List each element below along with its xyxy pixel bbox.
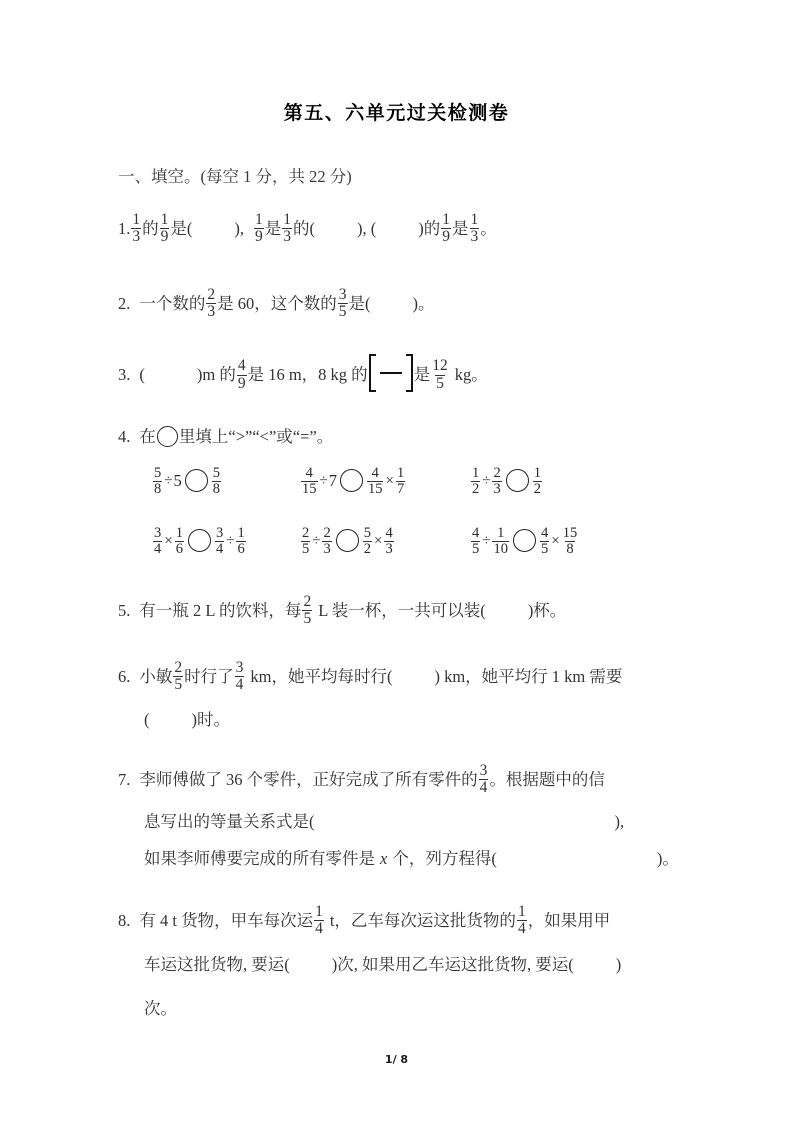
fraction-5-8: $\frac{5}{8}$ bbox=[212, 465, 220, 498]
fraction-1-2: $\frac{1}{2}$ bbox=[533, 465, 541, 498]
fraction-12-5: $\frac{12}{5}$ bbox=[432, 357, 448, 392]
fraction-3-4: $\frac{3}{4}$ bbox=[215, 525, 224, 558]
operator-symbol: ÷ bbox=[482, 533, 491, 550]
operator-symbol: ÷ bbox=[164, 473, 173, 490]
number-text: 7 bbox=[328, 471, 337, 491]
fraction-4-15: $\frac{4}{15}$ bbox=[302, 465, 317, 498]
operator-symbol: ÷ bbox=[319, 473, 328, 490]
comparison-circle[interactable] bbox=[340, 469, 363, 492]
comparison-expression bbox=[152, 466, 222, 497]
question-6-text-5: ( bbox=[144, 710, 150, 729]
question-1-text-6: ), ( bbox=[357, 218, 377, 238]
question-2-text-2: 是 60，这个数的 bbox=[217, 293, 337, 313]
question-2 bbox=[118, 287, 435, 321]
question-6-text-3: km，她平均每时行( bbox=[250, 666, 393, 686]
fraction-1-6: $\frac{1}{6}$ bbox=[175, 525, 183, 558]
question-8-line-2 bbox=[144, 957, 621, 974]
fraction-1-10: $\frac{1}{10}$ bbox=[493, 525, 508, 558]
question-1-text-8: 是 bbox=[452, 218, 469, 238]
number-text: 5 bbox=[173, 471, 182, 491]
comparison-circle-prompt[interactable] bbox=[157, 426, 178, 447]
question-7-text-1: 李师傅做了 36 个零件，正好完成了所有零件的 bbox=[139, 769, 478, 789]
question-8-number: 8. bbox=[118, 910, 131, 930]
fraction-2-5: $\frac{2}{5}$ bbox=[302, 525, 310, 558]
question-3 bbox=[118, 356, 488, 394]
fraction-2-3: $\frac{2}{3}$ bbox=[323, 525, 331, 558]
fraction-3-5: $\frac{3}{5}$ bbox=[338, 286, 347, 321]
question-1-text-9: 。 bbox=[480, 218, 497, 238]
fraction-5-8: $\frac{5}{8}$ bbox=[154, 465, 162, 498]
fraction-4-9: $\frac{4}{9}$ bbox=[237, 357, 246, 392]
question-5 bbox=[118, 594, 566, 628]
question-6-line-2 bbox=[144, 712, 230, 729]
question-3-text-2: )m 的 bbox=[196, 364, 236, 384]
question-8-text-4: 车运这批货物, 要运( bbox=[144, 955, 290, 974]
comparison-circle[interactable] bbox=[188, 529, 211, 552]
question-8 bbox=[118, 904, 610, 938]
question-3-text-3: 是 16 m，8 kg 的 bbox=[247, 364, 368, 384]
question-5-text-1: 有一瓶 2 L 的饮料，每 bbox=[139, 600, 302, 620]
question-8-line-3 bbox=[144, 1001, 177, 1018]
question-6-text-2: 时行了 bbox=[184, 666, 234, 686]
comparison-circle[interactable] bbox=[513, 529, 536, 552]
question-8-text-1: 有 4 t 货物，甲车每次运 bbox=[139, 910, 314, 930]
question-5-number: 5. bbox=[118, 600, 131, 620]
fraction-1-4-b: $\frac{1}{4}$ bbox=[517, 903, 526, 938]
question-7-text-5: 如果李师傅要完成的所有零件是 bbox=[144, 849, 375, 868]
question-7-number: 7. bbox=[118, 769, 131, 789]
question-3-number: 3. bbox=[118, 364, 131, 384]
comparison-expression bbox=[152, 526, 247, 557]
comparison-expression bbox=[470, 526, 579, 557]
question-1-text-2: 是( bbox=[170, 218, 193, 238]
fraction-2-5-b: $\frac{2}{5}$ bbox=[174, 659, 183, 694]
fraction-4-5: $\frac{4}{5}$ bbox=[540, 525, 549, 558]
question-6-number: 6. bbox=[118, 666, 131, 686]
question-2-text-1: 一个数的 bbox=[139, 293, 206, 313]
fraction-2-5: $\frac{2}{5}$ bbox=[303, 593, 312, 628]
question-8-text-5: )次, 如果用乙车运这批货物, 要运( bbox=[331, 955, 574, 974]
fraction-1-6: $\frac{1}{6}$ bbox=[237, 525, 245, 558]
operator-symbol: × bbox=[385, 473, 394, 490]
question-7-line-2 bbox=[144, 814, 624, 831]
section-heading-fill-in-blank: 一、填空。(每空 1 分，共 22 分) bbox=[118, 167, 352, 186]
fraction-1-3: $\frac{1}{3}$ bbox=[132, 211, 141, 246]
question-7-text-4: ), bbox=[614, 812, 625, 831]
question-2-number: 2. bbox=[118, 293, 131, 313]
question-6-text-6: )时。 bbox=[191, 710, 230, 729]
question-3-text-5: kg。 bbox=[454, 364, 488, 384]
question-1-text-1: 的 bbox=[142, 218, 159, 238]
fraction-1-9: $\frac{1}{9}$ bbox=[160, 211, 169, 246]
answer-blank-fraction-box-q3[interactable] bbox=[369, 354, 413, 392]
fraction-4-5: $\frac{4}{5}$ bbox=[472, 525, 480, 558]
question-4 bbox=[118, 427, 333, 448]
question-7 bbox=[118, 763, 605, 797]
comparison-expression bbox=[470, 466, 543, 497]
question-7-line-3 bbox=[144, 851, 679, 868]
fraction-1-2: $\frac{1}{2}$ bbox=[472, 465, 480, 498]
question-4-text-1: 在 bbox=[139, 427, 156, 447]
question-1-text-3: ), bbox=[234, 218, 244, 238]
question-1-number: 1. bbox=[118, 218, 131, 238]
question-3-text-1: ( bbox=[139, 364, 145, 384]
page-number-footer: 1/ 8 bbox=[384, 1053, 409, 1066]
question-8-text-2: t，乙车每次运这批货物的 bbox=[329, 910, 516, 930]
comparison-circle[interactable] bbox=[185, 469, 208, 492]
question-1 bbox=[118, 212, 497, 246]
comparison-circle[interactable] bbox=[506, 469, 529, 492]
question-4-number: 4. bbox=[118, 427, 131, 447]
fraction-4-15: $\frac{4}{15}$ bbox=[367, 465, 383, 498]
operator-symbol: × bbox=[164, 533, 173, 550]
question-6-text-1: 小敏 bbox=[139, 666, 173, 686]
fraction-3-4: $\frac{3}{4}$ bbox=[154, 525, 162, 558]
fraction-3-4: $\frac{3}{4}$ bbox=[235, 659, 244, 694]
question-7-text-3: 息写出的等量关系式是( bbox=[144, 812, 315, 831]
operator-symbol: ÷ bbox=[482, 473, 491, 490]
operator-symbol: ÷ bbox=[312, 533, 321, 550]
comparison-expression bbox=[300, 526, 395, 557]
fraction-2-3: $\frac{2}{3}$ bbox=[207, 286, 216, 321]
question-8-text-6: ) bbox=[615, 955, 622, 974]
comparison-expression bbox=[300, 466, 406, 497]
fraction-1-9-b: $\frac{1}{9}$ bbox=[255, 211, 263, 246]
question-3-text-4: 是 bbox=[413, 364, 431, 384]
question-7-text-7: 个，列方程得( bbox=[392, 849, 497, 868]
question-1-text-4: 是 bbox=[264, 218, 282, 238]
fraction-1-7: $\frac{1}{7}$ bbox=[396, 465, 405, 498]
question-1-text-5: 的( bbox=[293, 218, 315, 238]
question-2-text-3: 是( bbox=[348, 293, 371, 313]
question-1-text-7: )的 bbox=[418, 218, 441, 238]
question-8-text-7: 次。 bbox=[144, 999, 177, 1018]
question-7-text-2: 。根据题中的信 bbox=[489, 769, 605, 789]
question-4-text-2: 里填上“>”“<”或“=”。 bbox=[178, 427, 334, 447]
fraction-5-2: $\frac{5}{2}$ bbox=[363, 525, 371, 558]
fraction-1-4: $\frac{1}{4}$ bbox=[315, 903, 323, 938]
question-8-text-3: ，如果用甲 bbox=[527, 910, 611, 930]
fraction-1-3-c: $\frac{1}{3}$ bbox=[470, 211, 479, 246]
comparison-circle[interactable] bbox=[336, 529, 359, 552]
question-5-text-3: )杯。 bbox=[527, 600, 567, 620]
fraction-2-3: $\frac{2}{3}$ bbox=[493, 465, 501, 498]
question-2-text-4: )。 bbox=[412, 293, 435, 313]
fraction-4-3: $\frac{4}{3}$ bbox=[385, 525, 393, 558]
operator-symbol: ÷ bbox=[226, 533, 235, 550]
variable-x: x bbox=[380, 849, 388, 868]
fraction-1-3-b: $\frac{1}{3}$ bbox=[283, 211, 291, 246]
fraction-15-8: $\frac{15}{8}$ bbox=[562, 525, 578, 558]
page-title: 第五、六单元过关检测卷 bbox=[283, 102, 510, 124]
question-7-text-8: )。 bbox=[656, 849, 679, 868]
fraction-3-4-b: $\frac{3}{4}$ bbox=[479, 762, 488, 797]
operator-symbol: × bbox=[373, 533, 383, 550]
question-6-text-4: ) km，她平均行 1 km 需要 bbox=[434, 666, 623, 686]
operator-symbol: × bbox=[551, 533, 560, 550]
fraction-1-9-c: $\frac{1}{9}$ bbox=[442, 211, 450, 246]
question-5-text-2: L 装一杯，一共可以装( bbox=[318, 600, 486, 620]
question-6 bbox=[118, 660, 622, 694]
